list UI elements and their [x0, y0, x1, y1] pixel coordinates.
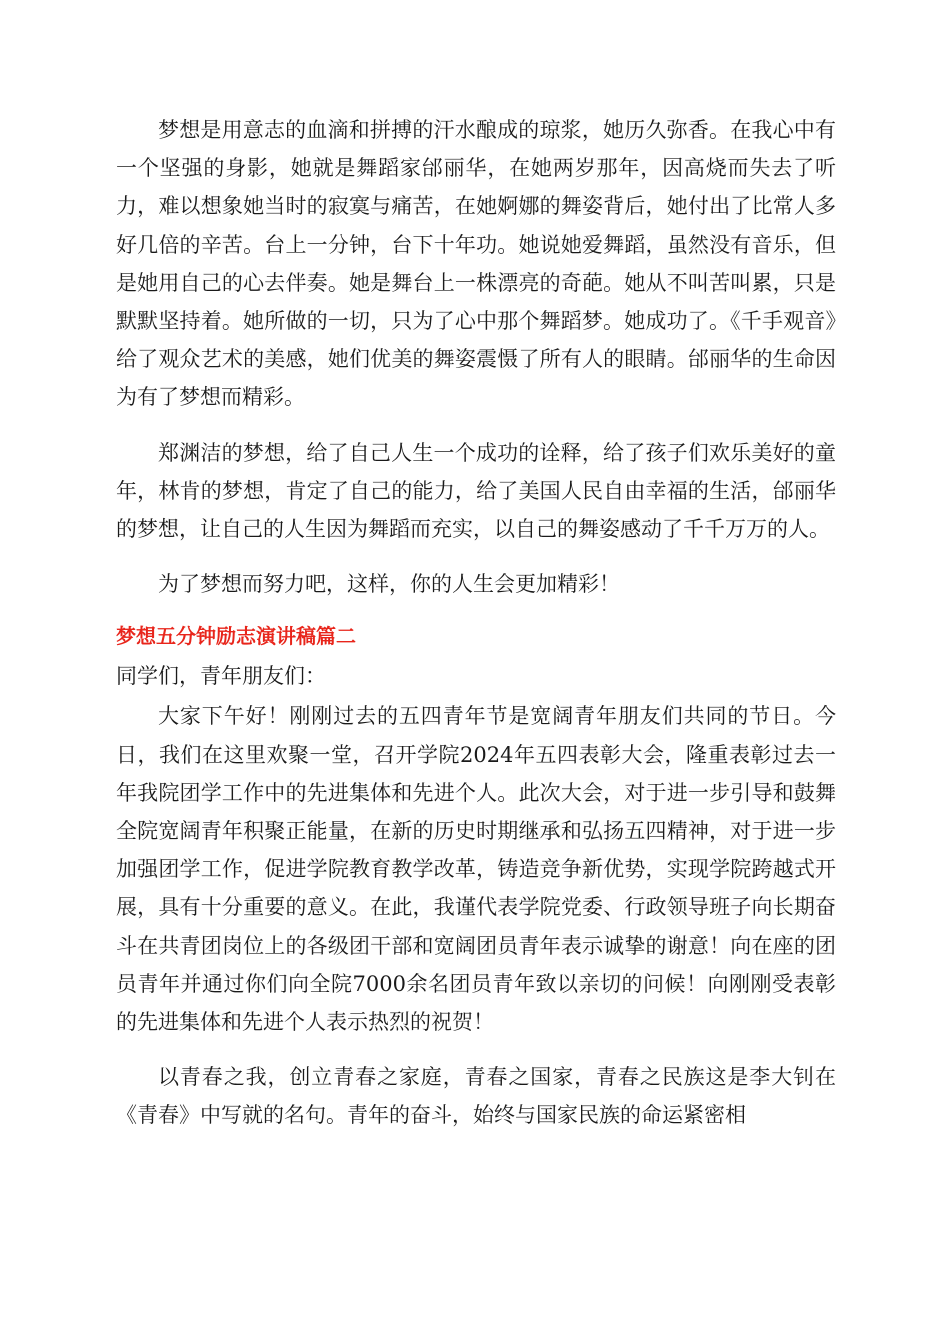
greeting: 同学们，青年朋友们： [116, 664, 326, 689]
paragraph-opening-remarks: 大家下午好！刚刚过去的五四青年节是宽阔青年朋友们共同的节日。今日，我们在这里欢聚一堂，召开学院2024年五四表彰大会，隆重表彰过去一年我院团学工作中的先进集体和先进个人。此次大会，对于进一步引导和鼓舞全院宽阔青年积聚正能量，在新的历史时期继承和弘扬五四精神，对于进一步加强团学工作，促进学院教育教学改革，铸造竞争新优势，实现学院跨越式开展，具有十分重要的意义。在此，我谨代表学院党委、行政领导班子向长期奋斗在共青团岗位上的各级团干部和宽阔团员青年表示诚挚的谢意！向在座的团员青年并通过你们向全院7000余名团员青年致以亲切的问候！向刚刚受表彰的先进集体和先进个人表示热烈的祝贺！ [116, 704, 836, 1035]
paragraph-deng-lihua: 梦想是用意志的血滴和拼搏的汗水酿成的琼浆，她历久弥香。在我心中有一个坚强的身影，她就是舞蹈家邰丽华，在她两岁那年，因高烧而失去了听力，难以想象她当时的寂寞与痛苦，在她婀娜的舞姿背后，她付出了比常人多好几倍的辛苦。台上一分钟，台下十年功。她说她爱舞蹈，虽然没有音乐，但是她用自己的心去伴奏。她是舞台上一株漂亮的奇葩。她从不叫苦叫累，只是默默坚持着。她所做的一切，只为了心中那个舞蹈梦。她成功了。《千手观音》给了观众艺术的美感，她们优美的舞姿震慑了所有人的眼睛。邰丽华的生命因为有了梦想而精彩。 [116, 118, 836, 410]
section-heading: 梦想五分钟励志演讲稿篇二 [116, 624, 356, 649]
paragraph-dreams-summary: 郑渊洁的梦想，给了自己人生一个成功的诠释，给了孩子们欢乐美好的童年，林肯的梦想，肯定了自己的能力，给了美国人民自由幸福的生活，邰丽华的梦想，让自己的人生因为舞蹈而充实，以自己的舞姿感动了千千万万的人。 [116, 440, 836, 542]
paragraph-youth-quote: 以青春之我，创立青春之家庭，青春之国家，青春之民族这是李大钊在《青春》中写就的名句。青年的奋斗，始终与国家民族的命运紧密相 [116, 1065, 836, 1128]
paragraph-closing-call: 为了梦想而努力吧，这样，你的人生会更加精彩！ [158, 572, 620, 597]
document-body [116, 111, 836, 1135]
